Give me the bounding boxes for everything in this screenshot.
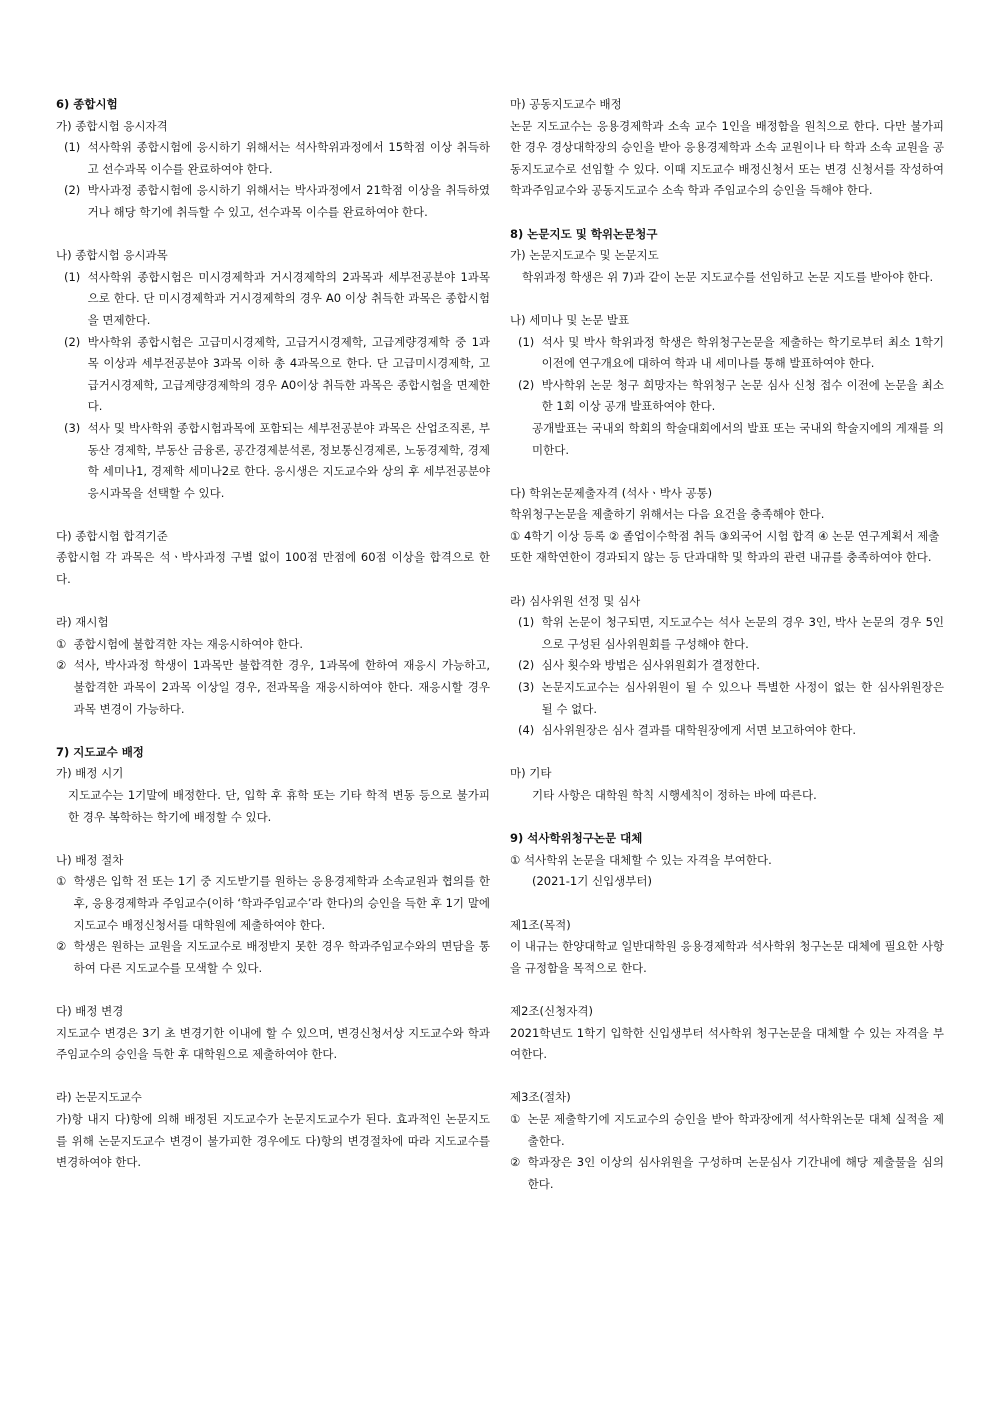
section-9-item: ① 석사학위 논문을 대체할 수 있는 자격을 부여한다. [510,852,772,867]
article-1-text: 이 내규는 한양대학교 일반대학원 응용경제학과 석사학위 청구논문 대체에 필요한 사항을 규정함을 목적으로 한다. [510,939,944,975]
article-3-title: 제3조(절차) [510,1090,571,1105]
section-7a-text: 지도교수는 1기말에 배정한다. 단, 입학 후 휴학 또는 기타 학적 변동 등으로 불가피한 경우 복학하는 학기에 배정할 수 있다. [68,788,490,824]
list-item: (1) 학위 논문이 청구되면, 지도교수는 석사 논문의 경우 3인, 박사 논문의 경우 5인으로 구성된 심사위원회를 구성해야 한다. [518,615,944,651]
list-item: ② 학과장은 3인 이상의 심사위원을 구성하며 논문심사 기간내에 해당 제출물을 심의한다. [510,1155,944,1191]
left-column [56,94,490,1174]
section-7-title: 7) 지도교수 배정 [56,744,144,759]
section-8c-title: 다) 학위논문제출자격 (석사ㆍ박사 공통) [510,485,713,500]
section-8c-text-2: 또한 재학연한이 경과되지 않는 등 단과대학 및 학과의 관련 내규를 충족하여야 한다. [510,550,932,565]
list-item: (1) 석사 및 박사 학위과정 학생은 학위청구논문을 제출하는 학기로부터 최소 1학기 이전에 연구개요에 대하여 학과 내 세미나를 통해 발표하여야 한다. [518,334,944,371]
list-item: (4) 심사위원장은 심사 결과를 대학원장에게 서면 보고하여야 한다. [518,723,857,738]
section-8d-title: 라) 심사위원 선정 및 심사 [510,593,641,608]
list-item: (3) 석사 및 박사학위 종합시험과목에 포함되는 세부전공분야 과목은 산업조직론, 부동산 경제학, 부동산 금융론, 공간경제분석론, 정보통신경제론, 노동경제학, 경제학 세미나1, 경제학 세미나2로 한다. 응시생은 지도교수와 상의 후 세부전공분야 응시과목을 선택할 수 있다. [64,420,490,500]
list-item: (1) 석사학위 종합시험에 응시하기 위해서는 석사학위과정에서 15학점 이상 취득하고 선수과목 이수를 완료하여야 한다. [64,140,490,176]
section-7e-title: 마) 공동지도교수 배정 [510,97,622,111]
section-6d-title: 라) 재시험 [56,615,109,630]
section-9-note: (2021-1기 신입생부터) [532,874,653,889]
section-6a-title: 가) 종합시험 응시자격 [56,118,168,133]
section-8e-title: 마) 기타 [510,766,552,781]
list-item: ② 학생은 원하는 교원을 지도교수로 배정받지 못한 경우 학과주임교수와의 면담을 통하여 다른 지도교수를 모색할 수 있다. [56,939,490,975]
list-item: (2) 박사학위 종합시험은 고급미시경제학, 고급거시경제학, 고급계량경제학 중 1과목 이상과 세부전공분야 3과목 이하 총 4과목으로 한다. 단 고급미시경제학, 고급거시경제학, 고급계량경제학의 경우 A0이상 취득한 과목은 종합시험을 면제한다. [64,334,490,414]
list-item: ② 석사, 박사과정 학생이 1과목만 불합격한 경우, 1과목에 한하여 재응시 가능하고, 불합격한 과목이 2과목 이상일 경우, 전과목을 재응시하여야 한다. 재응시할 경우 과목 변경이 가능하다. [56,658,490,716]
list-item: (2) 심사 횟수와 방법은 심사위원회가 결정한다. [518,658,760,673]
section-8b-note: 공개발표는 국내외 학회의 학술대회에서의 발표 또는 국내외 학술지에의 게재를 의미한다. [532,420,944,457]
article-1-title: 제1조(목적) [510,917,571,932]
section-7c-text: 지도교수 변경은 3기 초 변경기한 이내에 할 수 있으며, 변경신청서상 지도교수와 학과주임교수의 승인을 득한 후 대학원으로 제출하여야 한다. [56,1025,490,1062]
section-8-title: 8) 논문지도 및 학위논문청구 [510,226,658,241]
section-7d-title: 라) 논문지도교수 [56,1090,142,1105]
section-8b-title: 나) 세미나 및 논문 발표 [510,312,630,327]
section-7d-text: 가)항 내지 다)항에 의해 배정된 지도교수가 논문지도교수가 된다. 효과적인 논문지도를 위해 논문지도교수 변경이 불가피한 경우에도 다)항의 변경절차에 따라 지도교수를 변경하여야 한다. [56,1111,490,1170]
section-8a-title: 가) 논문지도교수 및 논문지도 [510,248,659,263]
section-6b-title: 나) 종합시험 응시과목 [56,248,168,263]
section-8c-requirements: ① 4학기 이상 등록 ② 졸업이수학점 취득 ③외국어 시험 합격 ④ 논문 연구계획서 제출 [510,528,940,543]
list-item: (1) 석사학위 종합시험은 미시경제학과 거시경제학의 2과목과 세부전공분야 1과목으로 한다. 단 미시경제학과 거시경제학의 경우 A0 이상 취득한 과목은 종합시험을 면제한다. [64,269,490,327]
section-8a-text: 학위과정 학생은 위 7)과 같이 논문 지도교수를 선임하고 논문 지도를 받아야 한다. [522,269,934,284]
section-6c-title: 다) 종합시험 합격기준 [56,528,168,543]
section-7b-title: 나) 배정 절차 [56,852,124,867]
section-6-title: 6) 종합시험 [56,97,118,111]
section-7c-title: 다) 배정 변경 [56,1003,124,1018]
section-8c-text: 학위청구논문을 제출하기 위해서는 다음 요건을 충족해야 한다. [510,507,825,522]
section-6c-text: 종합시험 각 과목은 석ㆍ박사과정 구별 없이 100점 만점에 60점 이상을 합격으로 한다. [56,550,490,587]
list-item: (3) 논문지도교수는 심사위원이 될 수 있으나 특별한 사정이 없는 한 심사위원장은 될 수 없다. [518,680,944,716]
section-7a-title: 가) 배정 시기 [56,766,124,781]
section-7e-text: 논문 지도교수는 응용경제학과 소속 교수 1인을 배정함을 원칙으로 한다. 다만 불가피한 경우 경상대학장의 승인을 받아 응용경제학과 소속 교원이나 타 학과 소속 교원을 공동지도교수로 선임할 수 있다. 이때 지도교수 배정신청서 또는 변경 신청서를 작성하여 학과주임교수와 공동지도교수 소속 학과 주임교수의 승인을 득해야 한다. [510,118,944,198]
list-item: (2) 박사과정 종합시험에 응시하기 위해서는 박사과정에서 21학점 이상을 취득하였거나 해당 학기에 취득할 수 있고, 선수과목 이수를 완료하여야 한다. [64,183,490,219]
list-item: ① 학생은 입학 전 또는 1기 중 지도받기를 원하는 응용경제학과 소속교원과 협의를 한 후, 응용경제학과 주임교수(이하 ‘학과주임교수’라 한다)의 승인을 득한 후 1기 말에 지도교수 배정신청서를 대학원에 제출하여야 한다. [56,874,490,932]
list-item: ① 종합시험에 불합격한 자는 재응시하여야 한다. [56,636,303,651]
right-column [510,94,944,1195]
list-item: (2) 박사학위 논문 청구 희망자는 학위청구 논문 심사 신청 접수 이전에 논문을 최소한 1회 이상 공개 발표하여야 한다. [518,377,944,414]
list-item: ① 논문 제출학기에 지도교수의 승인을 받아 학과장에게 석사학위논문 대체 실적을 제출한다. [510,1111,944,1148]
article-2-text: 2021학년도 1학기 입학한 신입생부터 석사학위 청구논문을 대체할 수 있는 자격을 부여한다. [510,1025,944,1062]
section-9-title: 9) 석사학위청구논문 대체 [510,831,643,846]
article-2-title: 제2조(신청자격) [510,1003,593,1018]
section-8e-text: 기타 사항은 대학원 학칙 시행세칙이 정하는 바에 따른다. [532,788,817,802]
